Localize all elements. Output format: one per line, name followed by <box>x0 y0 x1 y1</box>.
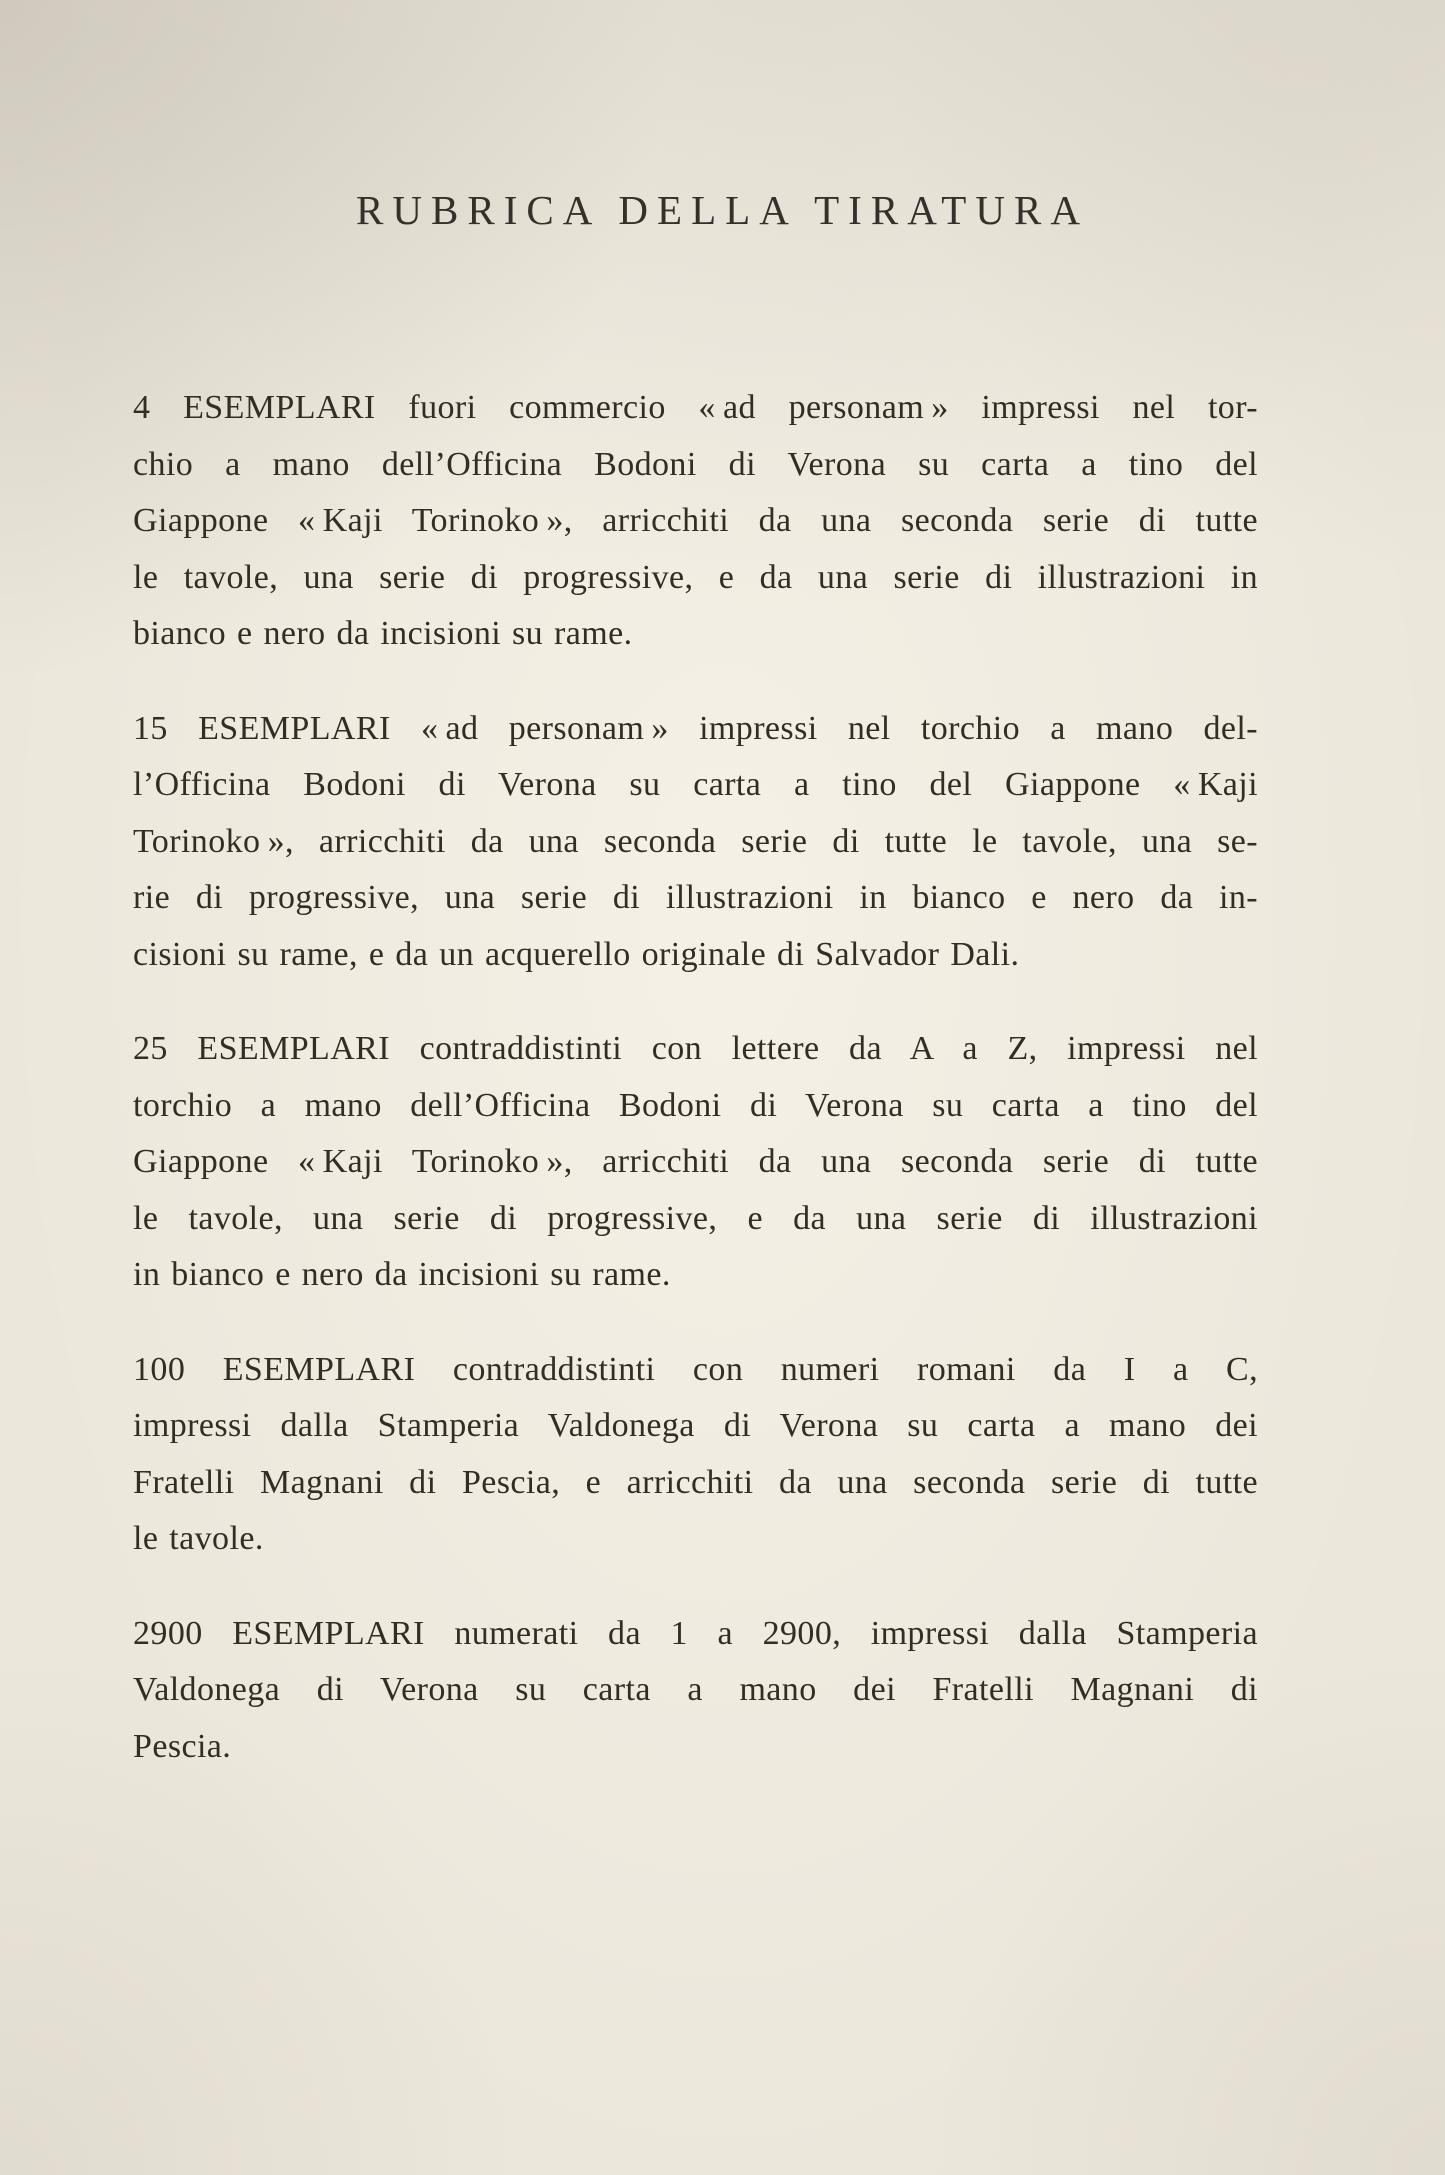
text-line: 2900 ESEMPLARI numerati da 1 a 2900, impressi dalla Stamperia <box>133 1614 1258 1652</box>
text-line: le tavole, una serie di progressive, e da una serie di illustrazioni <box>133 1199 1258 1237</box>
text-line: cisioni su rame, e da un acquerello originale di Salvador Dali. <box>133 935 1020 973</box>
paragraph <box>133 380 1258 663</box>
text-line: 15 ESEMPLARI « ad personam » impressi nel torchio a mano del- <box>133 709 1258 747</box>
paragraph <box>133 1021 1258 1304</box>
paragraph <box>133 1342 1258 1568</box>
text-line: 100 ESEMPLARI contraddistinti con numeri romani da I a C, <box>133 1350 1258 1388</box>
text-line: chio a mano dell’Officina Bodoni di Verona su carta a tino del <box>133 445 1258 483</box>
text-line: bianco e nero da incisioni su rame. <box>133 615 633 652</box>
text-line: l’Officina Bodoni di Verona su carta a tino del Giappone « Kaji <box>133 766 1258 803</box>
text-line: 25 ESEMPLARI contraddistinti con lettere da A a Z, impressi nel <box>133 1030 1258 1067</box>
text-line: le tavole, una serie di progressive, e da una serie di illustrazioni in <box>133 558 1258 596</box>
text-line: le tavole. <box>133 1520 264 1557</box>
text-line: torchio a mano dell’Officina Bodoni di Verona su carta a tino del <box>133 1086 1258 1124</box>
text-line: Torinoko », arricchiti da una seconda serie di tutte le tavole, una se- <box>133 822 1258 860</box>
text-line: rie di progressive, una serie di illustrazioni in bianco e nero da in- <box>133 879 1258 916</box>
text-line: impressi dalla Stamperia Valdonega di Verona su carta a mano dei <box>133 1407 1258 1444</box>
paragraph <box>133 1606 1258 1776</box>
text-line: Giappone « Kaji Torinoko », arricchiti da una seconda serie di tutte <box>133 1143 1258 1180</box>
paragraph <box>133 701 1258 984</box>
text-line: 4 ESEMPLARI fuori commercio « ad personam » impressi nel tor- <box>133 389 1258 426</box>
page-title: RUBRICA DELLA TIRATURA <box>355 187 1089 233</box>
text-line: Pescia. <box>133 1727 232 1765</box>
text-line: in bianco e nero da incisioni su rame. <box>133 1256 671 1293</box>
text-line: Valdonega di Verona su carta a mano dei Fratelli Magnani di <box>133 1671 1258 1708</box>
text-line: Fratelli Magnani di Pescia, e arricchiti da una seconda serie di tutte <box>133 1463 1258 1501</box>
text-block <box>133 380 1258 1775</box>
text-line: Giappone « Kaji Torinoko », arricchiti da una seconda serie di tutte <box>133 502 1258 539</box>
